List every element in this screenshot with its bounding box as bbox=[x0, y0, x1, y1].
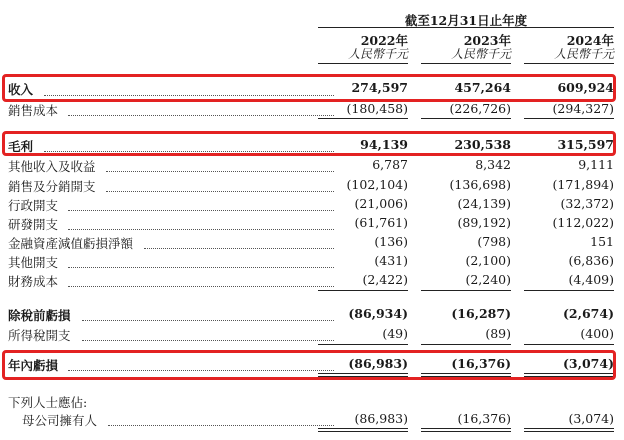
cost-of-sales-2023: (226,726) bbox=[449, 101, 511, 116]
subtotal-rule bbox=[421, 118, 511, 119]
other-expenses-2024: (6,836) bbox=[568, 253, 614, 268]
period-header: 截至12月31日止年度 bbox=[404, 13, 528, 28]
loss-before-tax-2024: (2,674) bbox=[563, 306, 614, 321]
other-income-2022: 6,787 bbox=[372, 157, 408, 172]
admin-expenses-2024: (32,372) bbox=[560, 196, 614, 211]
subtotal-rule bbox=[318, 290, 408, 291]
year-2023-header: 2023年 bbox=[463, 33, 511, 48]
total-double-rule bbox=[524, 428, 614, 432]
row-label-income-tax: 所得稅開支 bbox=[8, 328, 71, 343]
finance-costs-2022: (2,422) bbox=[362, 272, 408, 287]
year-2022-header: 2022年 bbox=[360, 33, 408, 48]
total-double-rule bbox=[421, 428, 511, 432]
subtotal-rule bbox=[524, 344, 614, 345]
year-2022-rule bbox=[318, 63, 408, 64]
impairment-2022: (136) bbox=[374, 234, 408, 249]
finance-costs-2024: (4,409) bbox=[568, 272, 614, 287]
cost-of-sales-2022: (180,458) bbox=[346, 101, 408, 116]
loss-before-tax-2023: (16,287) bbox=[451, 306, 511, 321]
dot-leader bbox=[68, 286, 334, 287]
dot-leader bbox=[68, 115, 334, 116]
dot-leader bbox=[106, 191, 334, 192]
dot-leader bbox=[82, 320, 334, 321]
admin-expenses-2022: (21,006) bbox=[354, 196, 408, 211]
row-label-revenue: 收入 bbox=[8, 82, 34, 97]
row-label-rnd-expenses: 研發開支 bbox=[8, 217, 59, 232]
unit-2024: 人民幣千元 bbox=[553, 47, 614, 61]
row-label-parent-owners: 母公司擁有人 bbox=[22, 413, 98, 428]
year-2024-header: 2024年 bbox=[566, 33, 614, 48]
finance-costs-2023: (2,240) bbox=[465, 272, 511, 287]
row-label-other-income: 其他收入及收益 bbox=[8, 159, 96, 174]
loss-for-year-2024: (3,074) bbox=[563, 356, 614, 371]
loss-for-year-2023: (16,376) bbox=[451, 356, 511, 371]
unit-2023: 人民幣千元 bbox=[450, 47, 511, 61]
selling-expenses-2022: (102,104) bbox=[346, 177, 408, 192]
row-label-attributable-to: 下列人士應佔: bbox=[8, 395, 88, 410]
row-label-cost-of-sales: 銷售成本 bbox=[8, 103, 59, 118]
row-label-loss-before-tax: 除稅前虧損 bbox=[8, 308, 71, 323]
parent-owners-2022: (86,983) bbox=[354, 411, 408, 426]
year-2024-rule bbox=[524, 63, 614, 64]
dot-leader bbox=[68, 210, 334, 211]
gross-profit-2022: 94,139 bbox=[360, 137, 408, 152]
other-income-2024: 9,111 bbox=[578, 157, 614, 172]
admin-expenses-2023: (24,139) bbox=[457, 196, 511, 211]
year-2023-rule bbox=[421, 63, 511, 64]
subtotal-rule bbox=[318, 118, 408, 119]
parent-owners-2024: (3,074) bbox=[568, 411, 614, 426]
rnd-expenses-2023: (89,192) bbox=[457, 215, 511, 230]
subtotal-rule bbox=[318, 344, 408, 345]
other-expenses-2022: (431) bbox=[374, 253, 408, 268]
subtotal-rule bbox=[524, 290, 614, 291]
row-label-gross-profit: 毛利 bbox=[8, 139, 34, 154]
selling-expenses-2023: (136,698) bbox=[449, 177, 511, 192]
selling-expenses-2024: (171,894) bbox=[552, 177, 614, 192]
rnd-expenses-2022: (61,761) bbox=[354, 215, 408, 230]
row-label-admin-expenses: 行政開支 bbox=[8, 198, 59, 213]
row-label-loss-for-year: 年內虧損 bbox=[8, 358, 59, 373]
dot-leader bbox=[144, 248, 334, 249]
highlight-gross-profit-row bbox=[2, 131, 616, 156]
row-label-impairment: 金融資產減值虧損淨額 bbox=[8, 236, 134, 251]
impairment-2023: (798) bbox=[477, 234, 511, 249]
rnd-expenses-2024: (112,022) bbox=[552, 215, 614, 230]
gross-profit-2023: 230,538 bbox=[454, 137, 511, 152]
other-expenses-2023: (2,100) bbox=[465, 253, 511, 268]
other-income-2023: 8,342 bbox=[475, 157, 511, 172]
loss-before-tax-2022: (86,934) bbox=[348, 306, 408, 321]
dot-leader bbox=[68, 267, 334, 268]
dot-leader bbox=[106, 171, 334, 172]
unit-2022: 人民幣千元 bbox=[347, 47, 408, 61]
row-label-selling-expenses: 銷售及分銷開支 bbox=[8, 179, 96, 194]
highlight-loss-for-year-row bbox=[2, 350, 616, 380]
cost-of-sales-2024: (294,327) bbox=[552, 101, 614, 116]
dot-leader bbox=[82, 340, 334, 341]
revenue-2023: 457,264 bbox=[454, 80, 511, 95]
loss-for-year-2022: (86,983) bbox=[348, 356, 408, 371]
income-tax-2024: (400) bbox=[580, 326, 614, 341]
row-label-other-expenses: 其他開支 bbox=[8, 255, 59, 270]
total-double-rule bbox=[318, 428, 408, 432]
income-tax-2023: (89) bbox=[485, 326, 511, 341]
subtotal-rule bbox=[421, 290, 511, 291]
period-header-rule bbox=[318, 27, 614, 28]
dot-leader bbox=[108, 425, 334, 426]
gross-profit-2024: 315,597 bbox=[557, 137, 614, 152]
dot-leader bbox=[68, 229, 334, 230]
highlight-revenue-row bbox=[2, 74, 616, 102]
row-label-finance-costs: 財務成本 bbox=[8, 274, 59, 289]
subtotal-rule bbox=[524, 118, 614, 119]
subtotal-rule bbox=[421, 344, 511, 345]
income-tax-2022: (49) bbox=[382, 326, 408, 341]
revenue-2024: 609,924 bbox=[557, 80, 614, 95]
revenue-2022: 274,597 bbox=[351, 80, 408, 95]
impairment-2024: 151 bbox=[590, 234, 614, 249]
parent-owners-2023: (16,376) bbox=[457, 411, 511, 426]
